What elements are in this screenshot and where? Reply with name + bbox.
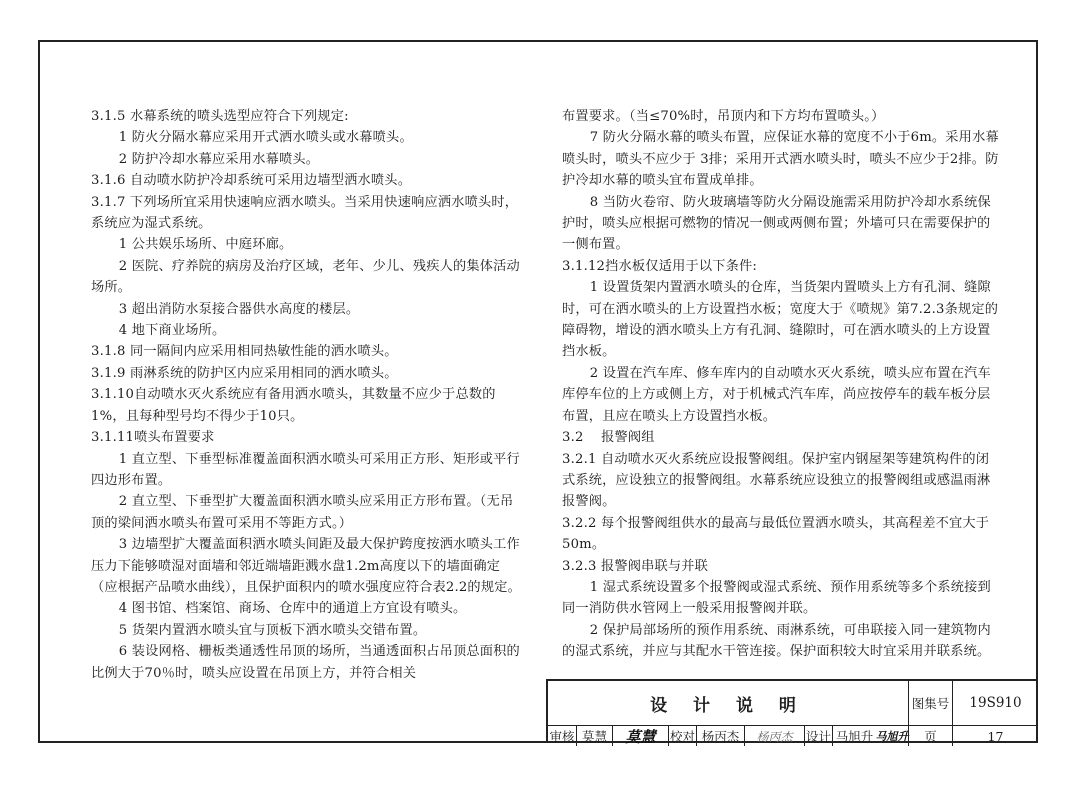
title-block: [546, 679, 1038, 746]
right-column-paragraph: 3.2 报警阀组: [562, 430, 655, 446]
document-title: 设 计 说 明: [650, 695, 806, 716]
left-column-paragraph: 3.1.9 雨淋系统的防护区内应采用相同的洒水喷头。: [91, 365, 398, 381]
left-column-paragraph: 1 公共娱乐场所、中庭环廊。: [118, 237, 293, 253]
check-label: 校对: [668, 726, 696, 746]
left-column-paragraph: 3.1.7 下列场所宜采用快速响应洒水喷头。当采用快速响应洒水喷头时，系统应为湿式系统。: [91, 194, 519, 232]
right-column-paragraph: 布置要求。（当≤70%时，吊顶内和下方均布置喷头。）: [562, 109, 885, 124]
right-column-paragraph: 1 湿式系统设置多个报警阀或湿式系统、预作用系统等多个系统接到同一消防供水管网上一般采用报警阀并联。: [562, 579, 991, 617]
review-signature: 莫慧: [612, 726, 668, 746]
atlas-number-value: 19S910: [952, 681, 1038, 725]
left-column-paragraph: 6 装设网格、栅板类通透性吊顶的场所，当通透面积占吊顶总面积的比例大于70％时，喷头应设置在吊顶上方，并符合相关: [91, 644, 520, 681]
left-column-paragraph: 4 图书馆、档案馆、商场、仓库中的通道上方宜设有喷头。: [118, 601, 467, 617]
review-name: 莫慧: [576, 726, 612, 746]
page-number: 17: [952, 726, 1038, 746]
left-column-paragraph: 3.1.11喷头布置要求: [91, 430, 215, 446]
right-column-paragraph: 3.2.1 自动喷水灭火系统应设报警阀组。保护室内钢屋架等建筑构件的闭式系统，应设独立的报警阀组。水幕系统应设独立的报警阀组或感温雨淋报警阀。: [562, 451, 991, 510]
left-text-column: [91, 106, 521, 684]
left-column-paragraph: 2 医院、疗养院的病房及治疗区域，老年、少儿、残疾人的集体活动场所。: [91, 258, 520, 296]
title-block-signature-row: [548, 725, 1038, 746]
right-column-paragraph: 3.1.12挡水板仅适用于以下条件:: [562, 258, 758, 274]
right-column-paragraph: 3.2.2 每个报警阀组供水的最高与最低位置洒水喷头，其高程差不宜大于50m。: [562, 515, 990, 553]
left-column-paragraph: 3.1.8 同一隔间内应采用相同热敏性能的洒水喷头。: [91, 344, 398, 360]
page-label: 页: [908, 726, 952, 746]
review-label: 审核: [549, 729, 575, 744]
left-column-paragraph: 3.1.10自动喷水灭火系统应有备用洒水喷头，其数量不应少于总数的1%，且每种型号均不得少于10只。: [91, 387, 496, 424]
left-column-paragraph: 1 防火分隔水幕应采用开式洒水喷头或水幕喷头。: [118, 130, 413, 146]
left-column-paragraph: 2 防护冷却水幕应采用水幕喷头。: [118, 151, 320, 167]
left-column-paragraph: 1 直立型、下垂型标准覆盖面积洒水喷头可采用正方形、矩形或平行四边形布置。: [91, 451, 520, 488]
right-column-paragraph: 1 设置货架内置洒水喷头的仓库，当货架内置喷头上方有孔洞、缝隙时，可在洒水喷头的上方设置挡水板；宽度大于《喷规》第7.2.3条规定的障碍物，增设的洒水喷头上方有孔洞、缝隙时，可在洒水喷头的上方设置挡水板。: [562, 280, 999, 360]
left-column-paragraph: 3 边墙型扩大覆盖面积洒水喷头间距及最大保护跨度按洒水喷头工作压力下能够喷湿对面墙和邻近端墙距溅水盘1.2m高度以下的墙面确定（应根据产品喷水曲线），且保护面积内的喷水强度应符合表2.2的规定。: [91, 537, 521, 595]
design-label: 设计: [804, 726, 832, 746]
design-name: 马旭升: [832, 726, 876, 746]
right-column-paragraph: 3.2.3 报警阀串联与并联: [562, 558, 709, 574]
design-signature: 马旭升: [875, 730, 909, 743]
right-column-paragraph: 2 设置在汽车库、修车库内的自动喷水灭火系统，喷头应布置在汽车库停车位的上方或侧上方，对于机械式汽车库，尚应按停车的载车板分层布置，且应在喷头上方设置挡水板。: [562, 365, 991, 424]
left-column-paragraph: 3.1.6 自动喷水防护冷却系统可采用边墙型洒水喷头。: [91, 173, 412, 189]
check-name: 杨丙杰: [696, 726, 744, 746]
left-column-paragraph: 5 货架内置洒水喷头宜与顶板下洒水喷头交错布置。: [118, 622, 427, 638]
check-signature: 杨丙杰: [744, 726, 804, 746]
left-column-paragraph: 2 直立型、下垂型扩大覆盖面积洒水喷头应采用正方形布置。（无吊顶的梁间洒水喷头布置可采用不等距方式。）: [91, 494, 514, 531]
right-column-paragraph: 2 保护局部场所的预作用系统、雨淋系统，可串联接入同一建筑物内的湿式系统，并应与其配水干管连接。保护面积较大时宜采用并联系统。: [562, 622, 991, 660]
atlas-number-label: 图集号: [908, 681, 952, 725]
title-block-top-row: [548, 681, 1038, 725]
left-column-paragraph: 4 地下商业场所。: [118, 323, 226, 339]
left-column-paragraph: 3.1.5 水幕系统的喷头选型应符合下列规定:: [91, 109, 349, 124]
right-text-column: [562, 106, 1002, 663]
right-column-paragraph: 7 防火分隔水幕的喷头布置，应保证水幕的宽度不小于6m。采用水幕喷头时，喷头不应少于 3排；采用开式洒水喷头时，喷头不应少于2排。防护冷却水幕的喷头宜布置成单排。: [562, 130, 999, 189]
left-column-paragraph: 3 超出消防水泵接合器供水高度的楼层。: [118, 301, 360, 317]
right-column-paragraph: 8 当防火卷帘、防火玻璃墙等防火分隔设施需采用防护冷却水系统保护时，喷头应根据可燃物的情况一侧或两侧布置；外墙可只在需要保护的一侧布置。: [562, 194, 991, 253]
